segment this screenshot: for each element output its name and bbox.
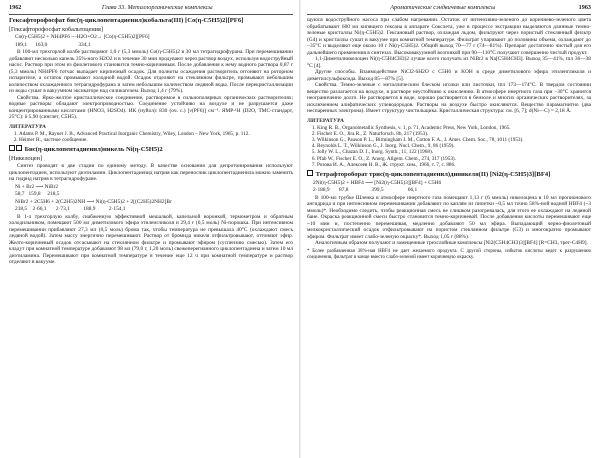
footnote: * Более разбавленная 38%-ная HBF4 не дает желаемого продукта. С другой стороны, избыток кислоты ведет к разрушению соединения, фильтрат в конце вместо слабо-зеленой имеет коричневую окраску. xyxy=(307,248,591,260)
checkbox-square-icon xyxy=(9,145,15,151)
reaction-masses: 2·188,9 87,8 399,5 66,1 xyxy=(313,187,418,194)
checkbox-square-icon xyxy=(307,170,313,176)
reaction-masses: 189,1 163,0 334,1 xyxy=(15,41,91,48)
reaction-masses: 58,7 159,8 218,5 xyxy=(15,191,60,198)
left-page-number: 1962 xyxy=(9,4,22,11)
reference-list xyxy=(307,125,591,168)
other-methods-paragraph: Другие способы. Взаимодействие NiCl2·6H2O с C5H6 и KOH в среде диметилового эфира этиленгликоля и диметилсульфоксида. Выход 85—87% [5]. xyxy=(307,69,591,82)
procedure-paragraph: В 100-мл трехгорлой колбе растворяют 1,0 г (5,3 ммоль) Co(η-C5H5)2 в 30 мл тетрагидрофурана. При перемешивании добавляют несколько капель 35%-ного H2O2 и в течение 30 мин продувают через раствор воздух, используя водоструйный насос. Раствор при этом из фиолетового становится темно-коричневым. После добавления к нему водного раствора 0,87 г (5,3 ммоль) NH4PF6 тотчас выпадает кирпичный осадок. Для полноты осаждения растворитель отгоняют на роторном испарителе, а остаток промывают холодной водой. Осадок отделяют на стеклянном фильтре, промывают небольшим количеством охлажденного тетрагидрофурана и затем небольшим количеством ледяной воды. После перекристаллизации из воды сушат в вакуумном эксикаторе над силикагелем. Выход 1,4 г (79%). xyxy=(9,49,293,95)
procedure-paragraph: В 100-мл трубке Шленка в атмосфере инертного газа помещают 1,13 г (6 ммоль) никелоцена в 10 мл пропионового ангидрида и при интенсивном перемешивании добавляют по каплям из пипетки ~0,5 мл точно 58%-ной водной HBF4 (~3 ммоль)*. Необходимо следить, чтобы реакционная смесь не слишком разогревалась, для этого ее охлаждают на ледяной бане. Окраска реакционной смеси быстро становится темно-коричневой. После добавления кислоты перемешивают еще ~10 мин и, постепенно перемешивая, медленно добавляют 50 мл эфира. Выпадающий черно-фиолетовый мелкокристаллический осадок отфильтровывают на пористом стеклянном фильтре (G3) и многократно промывают эфиром. Фильтрат имеет слабо-зеленую окраску*. Выход 1,05 г (88%). xyxy=(307,194,591,240)
header-rule xyxy=(9,14,293,15)
reaction-masses: 218,5 2·66,1 2·73,1 188,9 2·154,1 xyxy=(15,206,126,213)
left-running-title: Глава 33. Металлорганические комплексы xyxy=(101,4,213,11)
right-running-head xyxy=(307,4,591,12)
right-page xyxy=(300,0,600,458)
reference-list xyxy=(9,131,293,143)
literature-label: ЛИТЕРАТУРА xyxy=(307,117,345,124)
reference-item: 1. Adams P. M., Rayner J. B., Advanced Practical Inorganic Chemistry, Wiley, London – New York, 1965, p. 112. xyxy=(19,131,293,137)
header-rule xyxy=(307,14,591,15)
intro-paragraph: Синтез проводят в две стадии по единому методу. В качестве основания для депротонирования используют циклопентадиен, используют диэтиламин. Циклопентадиенид натрия как переносчик циклопентадиенила можно заменить на гидрид натрия в тетрагидрофуране. xyxy=(9,163,293,183)
section-subheading-cobaltocenium: [Гексафторофосфат кобальтоцения] xyxy=(9,25,103,33)
reference-item: 6. Pfab W., Fischer E. O., Z. Anorg. Allgem. Chem., 274, 317 (1953). xyxy=(317,156,591,162)
procedure-paragraph: В 1-л трехгорлую колбу, снабженную эффективной мешалкой, капельной воронкой, термометром и обратным холодильником, помещают 500 мл диметилового эфира этиленгликоля и 29,4 г (0,5 моль) Ni-порошка. При интенсивном перемешивании прибавляют 27,3 мл (0,5 моль) брома так, чтобы температура не превышала 40°C (охлаждают смесь ледяной водой). Затем массу энергично перемешивают. Раствор от бромида никеля отфильтровывают, отгоняют эфир. Желто-коричневый осадок отсасывают на стеклянном фильтре и промывают эфиром (суспензию смесью). Затем его кладут при комнатной температуре добавляют 98 мл (79,0 г, 1,20 моль) свежеперегнанного циклопентадиена и затем 10 мл диэтиламина. Перемешивают при комнатной температуре в течение еще 12 ч при комнатной температуре и раствор отделяют в вакууме. xyxy=(9,213,293,266)
section-heading-nickelocene: Бис(η-циклопентадиенил)никель Ni(η-C5H5)2 xyxy=(9,145,293,154)
section-heading-cobaltocenium: Гексафторофосфат бис(η-циклопентадиенил)кобальта(III) [Co(η-C5H5)2][PF6] xyxy=(9,17,244,24)
reference-item: 2. Fischer E. O., Jira R., Z. Naturforsch. 8b, 217 (1953). xyxy=(317,131,591,137)
reaction-equation: Ni + Br2 ⟶ NiBr2 xyxy=(15,183,59,190)
reference-item: 1. King R. B., Organometallic Synthesis, v. 1, p. 71, Academic Press, New York, London, 1965. xyxy=(317,125,591,131)
dimethyl-paragraph: 1,1-Диметилникелоцен Ni(η-C5H4CH3)2 лучше всего получать из NiBr2 в Na[C5H4CH3]. Выход 35—41%, tпл 36—38 °C [4]. xyxy=(307,56,591,69)
properties-paragraph: Свойства. Ярко-желтое кристаллическое соединение, растворимое в сильнополярных органических растворителях; водные растворы обладают электропроводностью. Соединение устойчиво на воздухе и не разрушается даже концентрированными кислотами (HNO3, H2SO4). ИК (нуйол): 830 (оч. с.) [ν(PF6)] см⁻¹. ЯМР-¹H (D2O, ТМС-стандарт, 25°C): δ 5,90 (синглет, C5H5). xyxy=(9,94,293,121)
checkbox-square-icon xyxy=(16,145,22,151)
right-running-title: Ароматические сэндвичевые комплексы xyxy=(390,4,496,11)
reference-item: 2. Heimer H., частное сообщение. xyxy=(19,137,293,143)
reference-item: 4. Reynolds L. T., Wilkinson G., J. Inorg. Nucl. Chem., 9, 86 (1959). xyxy=(317,143,591,149)
reaction-equation: 2Ni(η-C5H5)2 + HBF4 ⟶ [Ni2(η-C5H5)3][BF4] + C5H6 xyxy=(313,179,442,186)
literature-label: ЛИТЕРАТУРА xyxy=(9,123,47,130)
reaction-equation: Co(η-C5H5)2 + NH4PF6 —H2O+O2→ [Co(η-C5H5)2][PF6] xyxy=(15,34,150,40)
reaction-equation: NiBr2 + 2C5H6 + 2(C2H5)2NH ⟶ Ni(η-C5H5)2 + 2[(C2H5)2NH2]Br xyxy=(15,198,172,205)
analog-paragraph: Аналогичным образом получают и замещенные трехслойные комплексы [Ni2(C5H4CH3)3][BF4] [R=CH3, трет-C4H9]. xyxy=(315,240,588,247)
reference-item: 7. Розова И. А., Алексеев Н. В., Ж. структ. хим., 1966, т. 7, с. 886. xyxy=(317,162,591,168)
section-subheading-nickelocene: [Никелоцен] xyxy=(9,154,43,162)
properties-paragraph: Свойства. Темно-зеленые с металлическим блеском иголки или листочки, tпл 173—174°C. В твердом состоянии вещество разлагается на воздухе, в растворе неустойчиво к окислению. В атмосфере инертного газа при −30°C хранится неограниченно долго. Не растворяется в воде, хорошо растворяется в бензоле и многих органических растворителях, за исключением алифатических углеводородов. Растворы на воздухе быстро окисляются. Вещество парамагнитно (два неспаренных электрона). Имеет структуру чистильщика. Кристаллическая структура: см. [6, 7]; d(Ni—C) = 2,18 Å. xyxy=(307,82,591,114)
left-running-head xyxy=(9,4,293,12)
right-page-number: 1963 xyxy=(578,4,591,11)
reference-item: 5. Jolly W. L., Chazan D. J., Inorg. Synth., 11, 122 (1968). xyxy=(317,149,591,155)
section-heading-trinickel: Тетрафтороборат трис(η-циклопентадиенил)диникеля(II) [Ni2(η-C5H5)3][BF4] xyxy=(307,170,591,179)
reference-item: 3. Wilkinson G., Pauson P. L., Birmingham J. M., Cotton F. A., J. Amer. Chem. Soc., 78, 1011 (1953). xyxy=(317,137,591,143)
continued-paragraph: щуюся водоструйного насоса при слабом нагревании. Остаток от интенсивно-зеленого до коричнево-зеленого цвета обрабатывают 600 мл кипящего гексана в аппарате Сокслета, уже в процессе экстракции выделяются длинные темно-зеленые кристаллы Ni(η-C5H5)2. Гексановый раствор, охлаждая льдом, фильтруют через пористый стеклянный фильтр (G4) и кристаллы сушат в вакууме при комнатной температуре. Фильтрат упаривают до половины объема, охлаждают до −35°C и выделяют еще около 10 г Ni(η-C5H5)2. Общий выход 70—77 г (74—81%). Препарат достаточно чистый для его дальнейшего применения в синтезах. Высоковакуумной возгонкой при 90—110°C получают совершенно чистый продукт. xyxy=(307,17,591,56)
